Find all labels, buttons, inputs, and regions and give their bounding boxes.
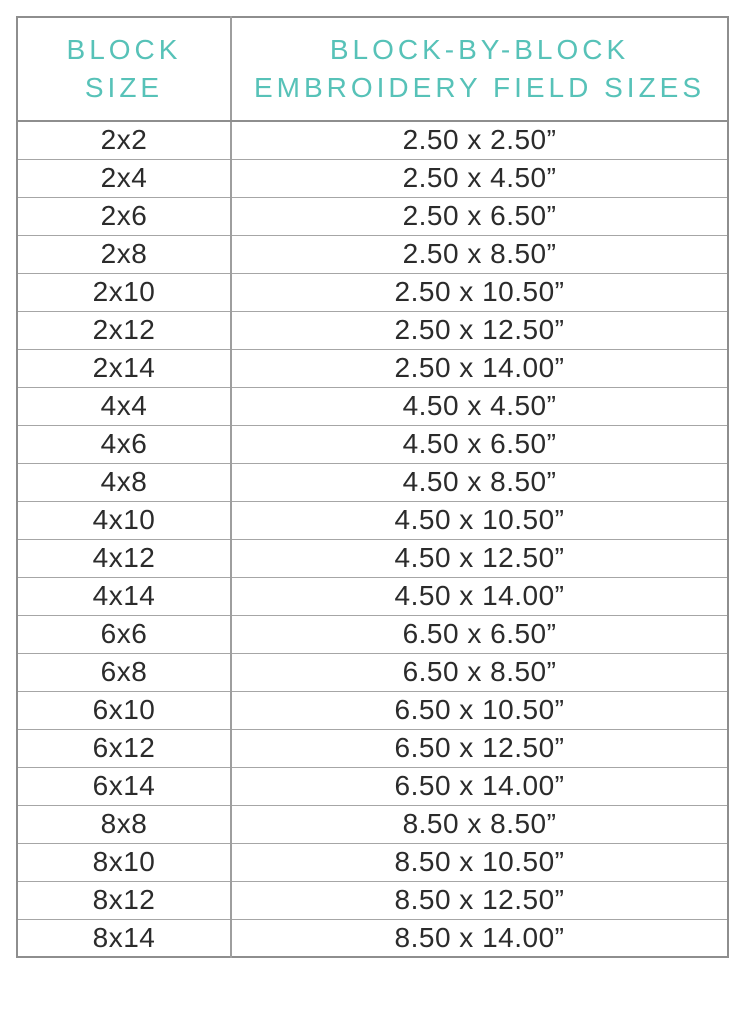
table-row	[17, 539, 728, 577]
table-row	[17, 387, 728, 425]
block-size-cell: 2x6	[17, 197, 231, 235]
table-body	[17, 121, 728, 957]
header-block-size	[17, 17, 231, 121]
block-size-cell: 8x14	[17, 919, 231, 957]
block-size-cell: 6x12	[17, 729, 231, 767]
block-size-cell: 2x4	[17, 159, 231, 197]
block-size-cell: 8x12	[17, 881, 231, 919]
block-size-cell: 4x14	[17, 577, 231, 615]
field-size-cell: 4.50 x 8.50”	[231, 463, 728, 501]
field-size-cell: 6.50 x 14.00”	[231, 767, 728, 805]
header-block-size-line2: SIZE	[84, 72, 164, 103]
header-block-size-line1: BLOCK	[66, 34, 182, 65]
field-size-cell: 2.50 x 10.50”	[231, 273, 728, 311]
field-size-cell: 2.50 x 8.50”	[231, 235, 728, 273]
field-size-cell: 4.50 x 4.50”	[231, 387, 728, 425]
field-size-cell: 8.50 x 12.50”	[231, 881, 728, 919]
field-size-cell: 2.50 x 14.00”	[231, 349, 728, 387]
table-row	[17, 729, 728, 767]
field-size-cell: 2.50 x 4.50”	[231, 159, 728, 197]
table-row	[17, 843, 728, 881]
field-size-cell: 2.50 x 6.50”	[231, 197, 728, 235]
field-size-cell: 8.50 x 10.50”	[231, 843, 728, 881]
table-row	[17, 691, 728, 729]
field-size-cell: 4.50 x 10.50”	[231, 501, 728, 539]
table-row	[17, 197, 728, 235]
block-size-cell: 2x2	[17, 121, 231, 159]
field-size-cell: 4.50 x 12.50”	[231, 539, 728, 577]
field-size-cell: 6.50 x 6.50”	[231, 615, 728, 653]
table-row	[17, 121, 728, 159]
block-size-cell: 4x8	[17, 463, 231, 501]
table-row	[17, 919, 728, 957]
block-size-cell: 6x8	[17, 653, 231, 691]
block-size-cell: 6x14	[17, 767, 231, 805]
field-size-cell: 8.50 x 14.00”	[231, 919, 728, 957]
block-size-cell: 4x12	[17, 539, 231, 577]
block-size-cell: 4x6	[17, 425, 231, 463]
field-size-cell: 4.50 x 14.00”	[231, 577, 728, 615]
field-size-cell: 2.50 x 12.50”	[231, 311, 728, 349]
field-size-cell: 2.50 x 2.50”	[231, 121, 728, 159]
table-row	[17, 425, 728, 463]
field-size-cell: 6.50 x 12.50”	[231, 729, 728, 767]
field-size-cell: 6.50 x 8.50”	[231, 653, 728, 691]
table-row	[17, 881, 728, 919]
table-row	[17, 805, 728, 843]
table-row	[17, 767, 728, 805]
table-row	[17, 501, 728, 539]
block-size-cell: 2x14	[17, 349, 231, 387]
field-size-cell: 6.50 x 10.50”	[231, 691, 728, 729]
header-field-sizes	[231, 17, 728, 121]
header-field-sizes-line2: EMBROIDERY FIELD SIZES	[253, 72, 706, 103]
block-size-cell: 4x4	[17, 387, 231, 425]
table-row	[17, 653, 728, 691]
field-size-cell: 8.50 x 8.50”	[231, 805, 728, 843]
embroidery-field-size-table	[16, 16, 729, 958]
block-size-cell: 2x12	[17, 311, 231, 349]
block-size-cell: 8x10	[17, 843, 231, 881]
table-row	[17, 235, 728, 273]
table-row	[17, 311, 728, 349]
table-row	[17, 159, 728, 197]
field-size-cell: 4.50 x 6.50”	[231, 425, 728, 463]
table-row	[17, 615, 728, 653]
block-size-cell: 2x8	[17, 235, 231, 273]
block-size-cell: 8x8	[17, 805, 231, 843]
table-row	[17, 577, 728, 615]
block-size-cell: 6x6	[17, 615, 231, 653]
table-header	[17, 17, 728, 121]
table-row	[17, 463, 728, 501]
table-row	[17, 273, 728, 311]
table-row	[17, 349, 728, 387]
header-row	[17, 17, 728, 121]
block-size-cell: 6x10	[17, 691, 231, 729]
block-size-cell: 2x10	[17, 273, 231, 311]
header-field-sizes-line1: BLOCK-BY-BLOCK	[329, 34, 630, 65]
block-size-cell: 4x10	[17, 501, 231, 539]
